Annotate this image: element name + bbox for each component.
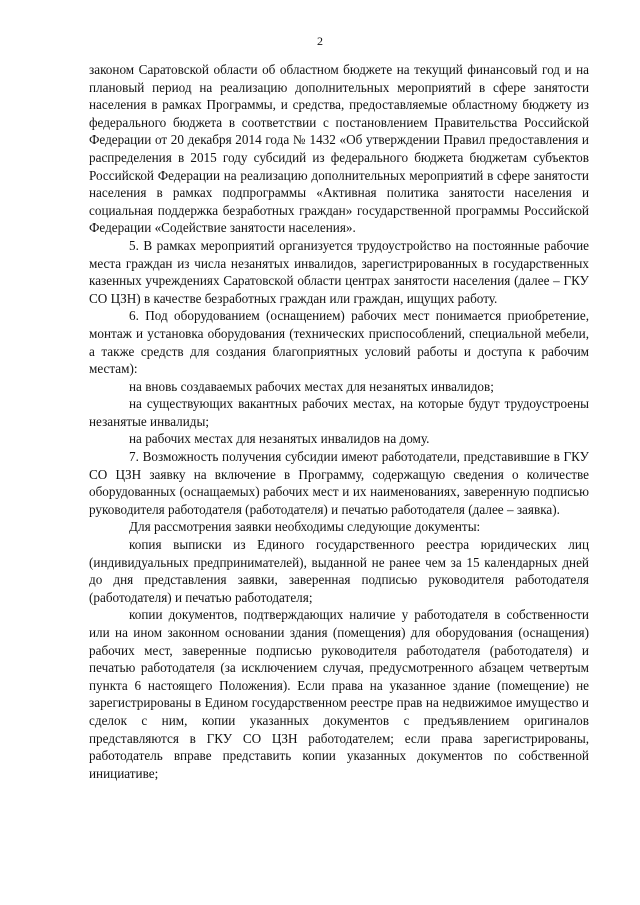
paragraph: на вновь создаваемых рабочих местах для незанятых инвалидов; bbox=[129, 378, 494, 394]
paragraph: 7. Возможность получения субсидии имеют работодатели, представившие в ГКУ СО ЦЗН заявку на включение в Программу, содержащую сведения о количестве оборудованных (оснащаемых) рабочих мест и их наименованиях, заверенную подписью руководителя работодателя (работодателя) и печатью работодателя (далее – заявка). bbox=[89, 449, 589, 517]
document-body bbox=[89, 61, 589, 782]
paragraph: копии документов, подтверждающих наличие у работодателя в собственности или на ином законном основании здания (помещения) для оборудования (оснащения) рабочих мест, заверенные подписью руководителя работодателя (работодателя) и печатью работодателя (за исключением случая, предусмотренного абзацем четвертым пункта 6 настоящего Положения). Если права на указанное здание (помещение) не зарегистрированы в Едином государственном реестре прав на недвижимое имущество и сделок с ним, копии указанных документов с предъявлением оригиналов представляются в ГКУ СО ЦЗН работодателем; если права зарегистрированы, работодатель вправе представить копии указанных документов по собственной инициативе; bbox=[89, 607, 589, 781]
paragraph: законом Саратовской области об областном бюджете на текущий финансовый год и на плановый период на реализацию дополнительных мероприятий в сфере занятости населения в рамках Программы, и средства, предоставляемые областному бюджету из федерального бюджета в соответствии с постановлением Правительства Российской Федерации от 20 декабря 2014 года № 1432 «Об утверждении Правил предоставления и распределения в 2015 году субсидий из федерального бюджета бюджетам субъектов Российской Федерации на реализацию дополнительных мероприятий в сфере занятости населения в рамках подпрограммы «Активная политика занятости населения и социальная поддержка безработных граждан» государственной программы Российской Федерации «Содействие занятости населения». bbox=[89, 62, 589, 236]
paragraph: на рабочих местах для незанятых инвалидов на дому. bbox=[129, 431, 430, 447]
paragraph: 6. Под оборудованием (оснащением) рабочих мест понимается приобретение, монтаж и установка оборудования (технических приспособлений, специальной мебели, а также средств для создания благоприятных условий работы и доступа к рабочим местам): bbox=[89, 308, 589, 377]
paragraph: на существующих вакантных рабочих местах, на которые будут трудоустроены незанятые инвалиды; bbox=[89, 396, 589, 429]
page-number: 2 bbox=[317, 34, 323, 48]
paragraph: 5. В рамках мероприятий организуется трудоустройство на постоянные рабочие места граждан из числа незанятых инвалидов, зарегистрированных в государственных казенных учреждениях Саратовской области центрах занятости населения (далее – ГКУ СО ЦЗН) в качестве безработных граждан или граждан, ищущих работу. bbox=[89, 237, 589, 306]
paragraph: Для рассмотрения заявки необходимы следующие документы: bbox=[129, 519, 481, 535]
paragraph: копия выписки из Единого государственного реестра юридических лиц (индивидуальных предпринимателей), выданной не ранее чем за 15 календарных дней до дня представления заявки, заверенная подписью руководителя работодателя (работодателя) и печатью работодателя; bbox=[89, 537, 589, 605]
